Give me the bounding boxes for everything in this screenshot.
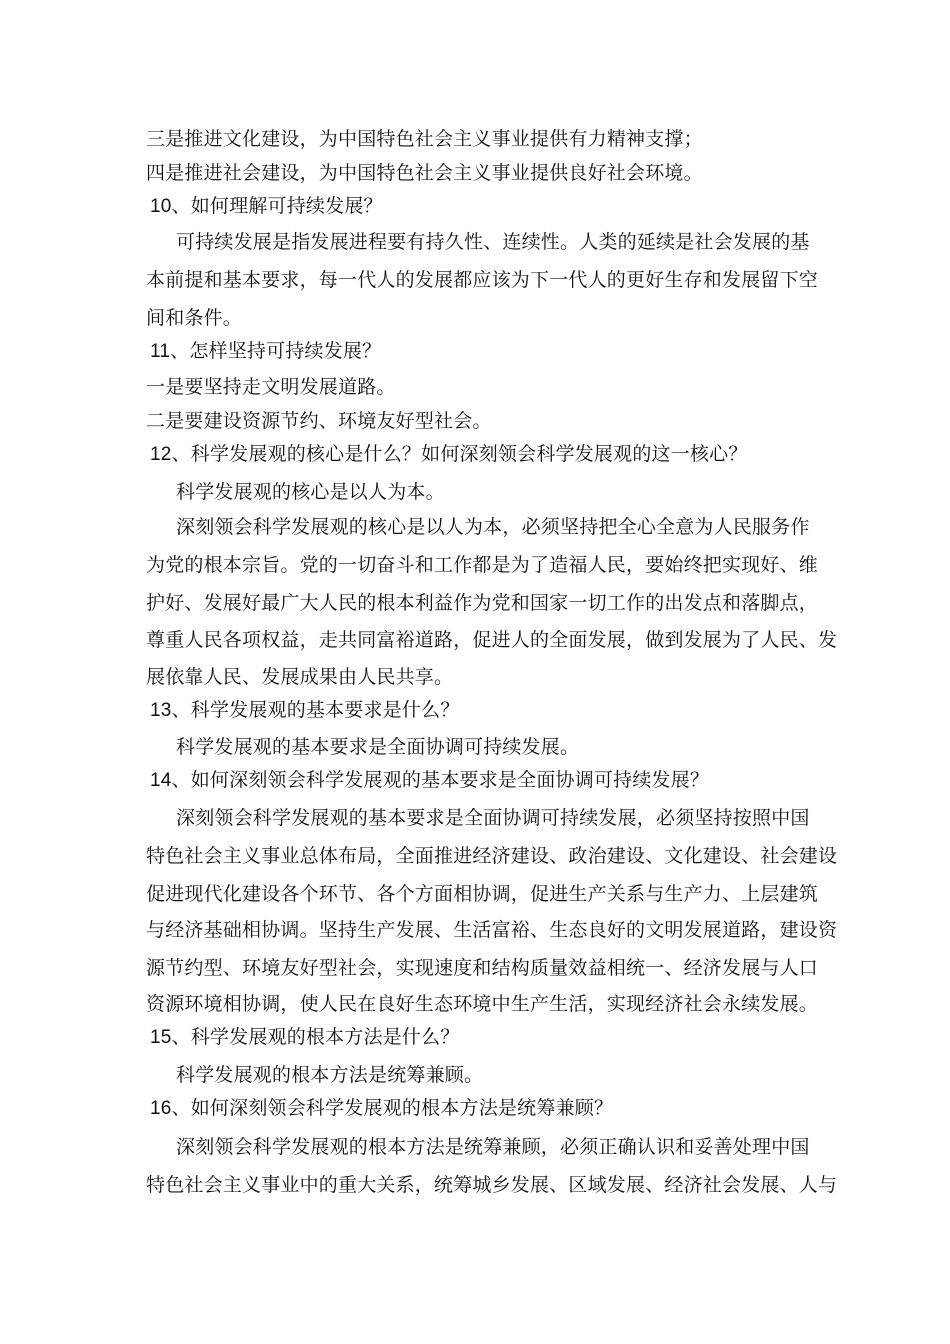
question-14: 14、如何深刻领会科学发展观的基本要求是全面协调可持续发展？	[150, 770, 710, 791]
answer-14-line-4: 与经济基础相协调。坚持生产发展、生活富裕、生态良好的文明发展道路，建设资	[146, 919, 838, 941]
answer-10-line-3: 间和条件。	[146, 307, 243, 329]
list-item-society: 四是推进社会建设，为中国特色社会主义事业提供良好社会环境。	[146, 162, 703, 184]
answer-10-line-1: 可持续发展是指发展进程要有持久性、连续性。人类的延续是社会发展的基	[176, 231, 810, 253]
question-11: 11、怎样坚持可持续发展？	[150, 341, 382, 362]
answer-15: 科学发展观的根本方法是统筹兼顾。	[176, 1064, 484, 1086]
answer-10-line-2: 本前提和基本要求，每一代人的发展都应该为下一代人的更好生存和发展留下空	[146, 269, 819, 291]
answer-13: 科学发展观的基本要求是全面协调可持续发展。	[176, 736, 580, 758]
answer-12-line-4: 尊重人民各项权益，走共同富裕道路，促进人的全面发展，做到发展为了人民、发	[146, 629, 838, 651]
answer-14-line-2: 特色社会主义事业总体布局，全面推进经济建设、政治建设、文化建设、社会建设	[146, 845, 838, 867]
answer-14-line-6: 资源环境相协调，使人民在良好生态环境中生产生活，实现经济社会永续发展。	[146, 993, 819, 1015]
question-16: 16、如何深刻领会科学发展观的根本方法是统筹兼顾？	[150, 1098, 614, 1119]
answer-16-line-2: 特色社会主义事业中的重大关系，统筹城乡发展、区域发展、经济社会发展、人与	[146, 1174, 838, 1196]
answer-12-line-1: 深刻领会科学发展观的核心是以人为本，必须坚持把全心全意为人民服务作	[176, 516, 810, 538]
question-10: 10、如何理解可持续发展？	[150, 196, 383, 217]
question-15: 15、科学发展观的根本方法是什么？	[150, 1027, 460, 1048]
list-item-culture: 三是推进文化建设，为中国特色社会主义事业提供有力精神支撑；	[146, 128, 703, 150]
list-item-civilized-path: 一是要坚持走文明发展道路。	[146, 376, 396, 398]
answer-14-line-1: 深刻领会科学发展观的基本要求是全面协调可持续发展，必须坚持按照中国	[176, 807, 810, 829]
question-13: 13、科学发展观的基本要求是什么？	[150, 700, 460, 721]
answer-12-line-5: 展依靠人民、发展成果由人民共享。	[146, 666, 454, 688]
answer-16-line-1: 深刻领会科学发展观的根本方法是统筹兼顾，必须正确认识和妥善处理中国	[176, 1136, 810, 1158]
answer-12-short: 科学发展观的核心是以人为本。	[176, 481, 445, 503]
list-item-resource-saving: 二是要建设资源节约、环境友好型社会。	[146, 410, 492, 432]
question-12: 12、科学发展观的核心是什么？如何深刻领会科学发展观的这一核心？	[150, 444, 748, 465]
answer-14-line-3: 促进现代化建设各个环节、各个方面相协调，促进生产关系与生产力、上层建筑	[146, 883, 819, 905]
answer-14-line-5: 源节约型、环境友好型社会，实现速度和结构质量效益相统一、经济发展与人口	[146, 957, 819, 979]
answer-12-line-2: 为党的根本宗旨。党的一切奋斗和工作都是为了造福人民，要始终把实现好、维	[146, 554, 819, 576]
answer-12-line-3: 护好、发展好最广大人民的根本利益作为党和国家一切工作的出发点和落脚点，	[146, 592, 819, 614]
